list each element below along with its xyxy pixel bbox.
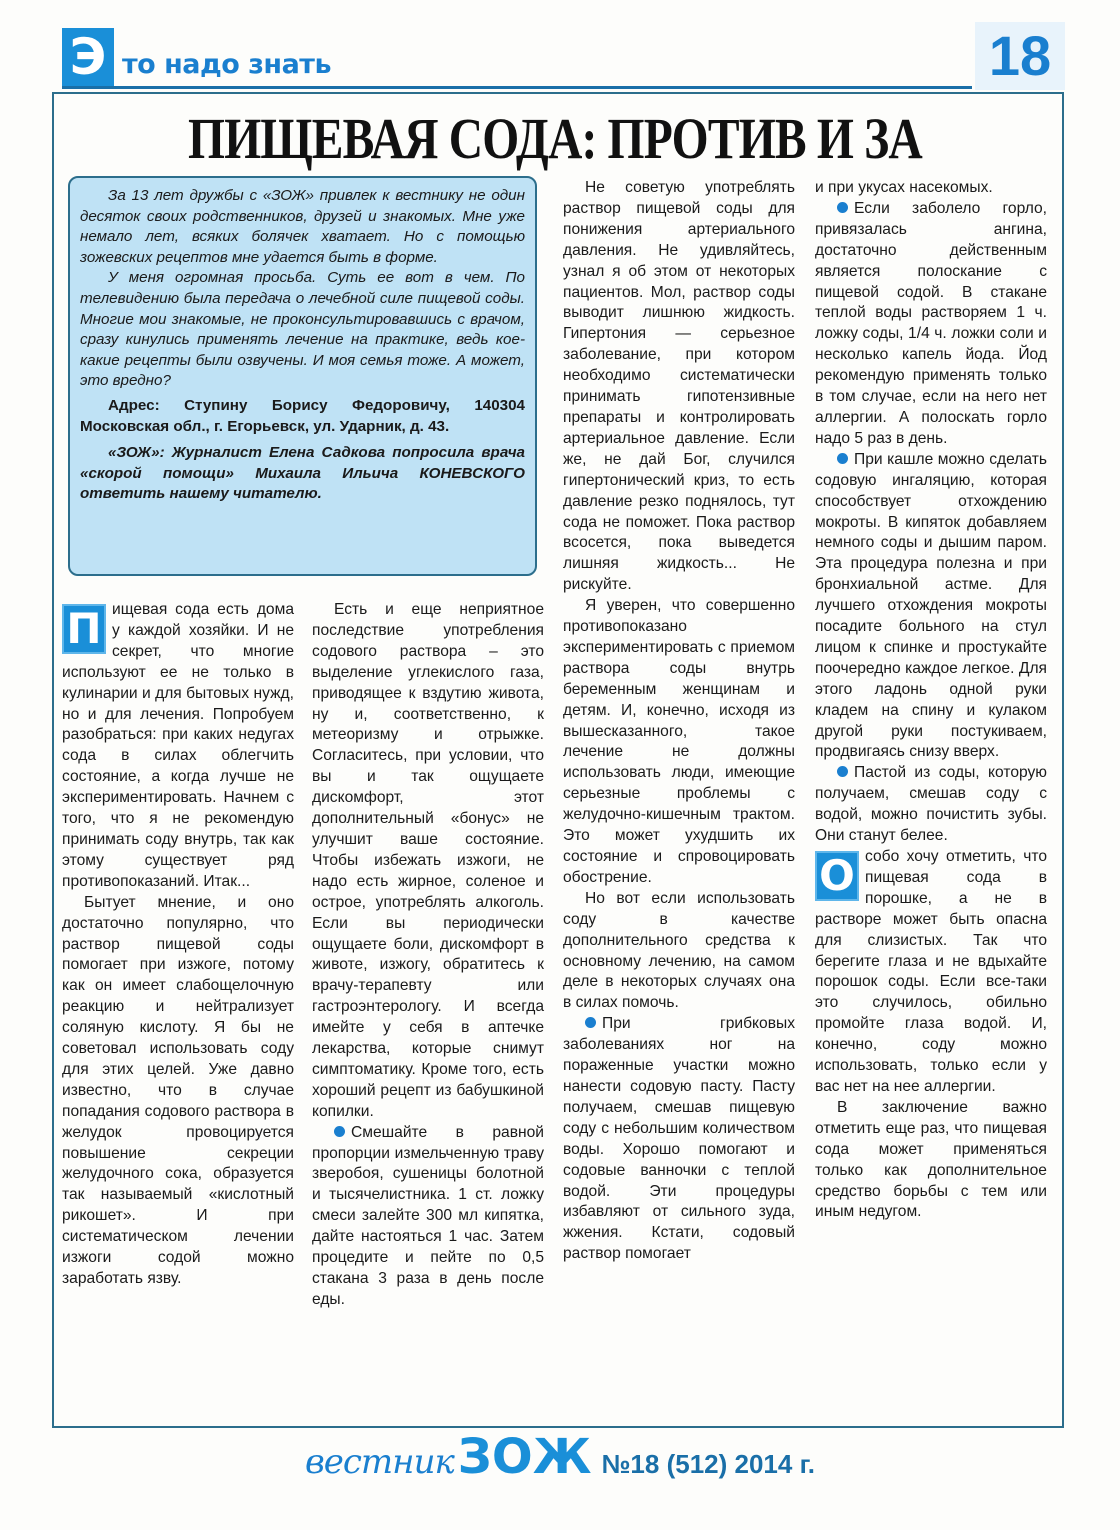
rubric-letter: Э [62, 28, 114, 86]
bullet-icon [837, 202, 848, 213]
article-paragraph [563, 889, 795, 1014]
paragraph-text: ищевая сода есть дома у каждой хозяйки. И не секрет, что многие используют ее не только в кулинарии и для бытовых нужд, но и для лечения. Попробуем разобраться: при каких недугах сода в силах облегчить состояние, а когда лучше не экспериментировать. Начнем с того, что я не рекомендую принимать соду внутрь, так как этому существует ряд противопоказаний. Итак... [62, 601, 294, 890]
article-paragraph [62, 893, 294, 1290]
article-paragraph [563, 1014, 795, 1265]
article-column-1 [62, 600, 294, 1290]
article-paragraph [563, 178, 795, 596]
paragraph-text: Есть и еще неприятное последствие употребления содового раствора – это выделение углекислого газа, приводящее к вздутию живота, ну и, соответственно, к метеоризму и отрыжке. Согласитесь, при условии, что вы и так ощущаете дискомфорт, этот дополнительный «бонус» не улучшит ваше состояние. Чтобы избежать изжоги, не надо есть жирное, соленое и острое, употреблять алкоголь. Если вы периодически ощущаете боли, дискомфорт в животе, изжогу, обратитесь к врачу-терапевту или гастроэнтерологу. И всегда имейте у себя в аптечке лекарства, которые снимут симптоматику. Кроме того, есть хороший рецепт из бабушкиной копилки. [312, 601, 544, 1120]
paragraph-text: В заключение важно отметить еще раз, что пищевая сода может применяться только как дополнительное средство борьбы с тем или иным недугом. [815, 1098, 1047, 1221]
article-paragraph [312, 1123, 544, 1311]
editor-note: «ЗОЖ»: Журналист Елена Садкова попросила врача «скорой помощи» Михаила Ильича КОНЕВСКОГО ответить нашему читателю. [80, 444, 525, 503]
brand-script: вестник [304, 1442, 454, 1482]
drop-cap: П [62, 604, 106, 654]
article-column-2 [312, 600, 544, 1311]
article-column-4 [815, 178, 1047, 1223]
paragraph-text: Бытует мнение, и оно достаточно популярно, что раствор пищевой соды помогает при изжоге, потому как он имеет слабощелочную реакцию и нейтрализует соляную кислоту. Я бы не советовал использовать соду для этих целей. Уже давно известно, что в случае попадания содового раствора в желудок провоцируется повышение секреции желудочного сока, образуется так называемый «кислотный рикошет». И при систематическом лечении изжоги содой можно заработать язву. [62, 893, 294, 1287]
issue-number: №18 (512) 2014 г. [601, 1449, 816, 1479]
drop-cap: О [815, 851, 859, 901]
article-paragraph [815, 763, 1047, 847]
bullet-icon [334, 1126, 345, 1137]
article-paragraph [563, 596, 795, 889]
article-paragraph [815, 178, 1047, 199]
paragraph-text: При кашле можно сделать содовую ингаляцию, которая способствует отхождению мокроты. В кипяток добавляем немного соды и дышим паром. Эта процедура полезна и при бронхиальной астме. Для лучшего отхождения мокроты посадите больного на стул лицом к спинке и простукайте поочередно каждое легкое. Для этого ладонь одной руки кладем на спину и кулаком другой руки постукиваем, продвигаясь снизу вверх. [815, 450, 1047, 761]
header-divider [62, 86, 972, 89]
rubric-title: то надо знать [122, 49, 332, 80]
article-paragraph [815, 1098, 1047, 1223]
bullet-icon [585, 1017, 596, 1028]
paragraph-text: Не советую употреблять раствор пищевой соды для понижения артериального давления. Не удивляйтесь, узнал я об этом от некоторых пациентов. Мол, раствор соды выводит лишнюю жидкость. Гипертония — серьезное заболевание, при котором необходимо систематически принимать гипотензивные препараты и контролировать артериальное давление. Если же, не дай Бог, случился гипертонический криз, то есть давление резко поднялось, тут сода не поможет. Пока раствор всосется, пока выведется лишняя жидкость... Не рискуйте. [563, 179, 795, 594]
paragraph-text: Если заболело горло, привязалась ангина, достаточно действенным является полоскание с пищевой содой. В стакане теплой воды растворяем 1 ч. ложку соды, 1/4 ч. ложки соли и несколько капель йода. Йод рекомендую применять только в том случае, если на него нет аллергии. А полоскать горло надо 5 раз в день. [815, 199, 1047, 447]
paragraph-text: Я уверен, что совершенно противопоказано экспериментировать с приемом раствора соды внутрь беременным женщинам и детям. И, конечно, исходя из вышесказанного, такое лечение не должны использовать люди, имеющие серьезные проблемы с желудочно-кишечным трактом. Это может ухудшить их состояние и спровоцировать обострение. [563, 597, 795, 886]
article-column-3 [563, 178, 795, 1265]
bullet-icon [837, 766, 848, 777]
letter-address: Адрес: Ступину Борису Федоровичу, 140304 Московская обл., г. Егорьевск, ул. Ударник, д. 43. [80, 396, 525, 435]
article-paragraph [62, 600, 294, 893]
article-paragraph [815, 450, 1047, 764]
article-paragraph [815, 847, 1047, 1098]
paragraph-text: При грибковых заболеваниях ног на пораженные участки можно нанести содовую пасту. Пасту получаем, смешав пищевую соду с небольшим количеством воды. Хорошо помогают и содовые ванночки с теплой водой. Эти процедуры избавляют от сильного зуда, жжения. Кстати, содовый раствор помогает [563, 1015, 795, 1263]
letter-paragraph: За 13 лет дружбы с «ЗОЖ» привлек к вестнику не один десяток своих родственников, друзей и знакомых. Мне уже немало лет, всяких болячек хватает. Но с помощью зожевских рецептов мне удается быть в форме. [80, 187, 525, 266]
brand-logo: ЗОЖ [457, 1429, 592, 1485]
article-paragraph [815, 199, 1047, 450]
letter-paragraph: У меня огромная просьба. Суть ее вот в чем. По телевидению была передача о лечебной силе пищевой соды. Многие мои знакомые, не проконсультировавшись с врачом, сразу кинулись применять лечение на практике, ведь кое-какие рецепты были озвучены. И моя семья тоже. А может, это вредно? [80, 269, 525, 390]
bullet-icon [837, 453, 848, 464]
paragraph-text: Смешайте в равной пропорции измельченную траву зверобоя, сушеницы болотной и тысячелистника. 1 ст. ложку смеси залейте 300 мл кипятка, дайте настояться 1 час. Затем процедите и пейте по 0,5 стакана 3 раза в день после еды. [312, 1123, 544, 1308]
footer [0, 1429, 1120, 1489]
paragraph-text: и при укусах насекомых. [815, 179, 993, 196]
paragraph-text: Пастой из соды, которую получаем, смешав соду с водой, можно почистить зубы. Они станут белее. [815, 764, 1047, 845]
article-title: ПИЩЕВАЯ СОДА: ПРОТИВ И ЗА [188, 106, 922, 171]
article-paragraph [312, 600, 544, 1123]
paragraph-text: собо хочу отметить, что пищевая сода в порошке, а не в растворе может быть опасна для слизистых. Так что берегите глаза и не вдыхайте порошок соды. Если все-таки это случилось, обильно промойте глаза водой. И, конечно, соду можно использовать, только если у вас нет на нее аллергии. [815, 848, 1047, 1095]
reader-letter-box [68, 176, 537, 576]
page-number: 18 [975, 22, 1065, 90]
paragraph-text: Но вот если использовать соду в качестве дополнительного средства к основному лечению, на самом деле в некоторых случаях она в силах помочь. [563, 889, 795, 1012]
